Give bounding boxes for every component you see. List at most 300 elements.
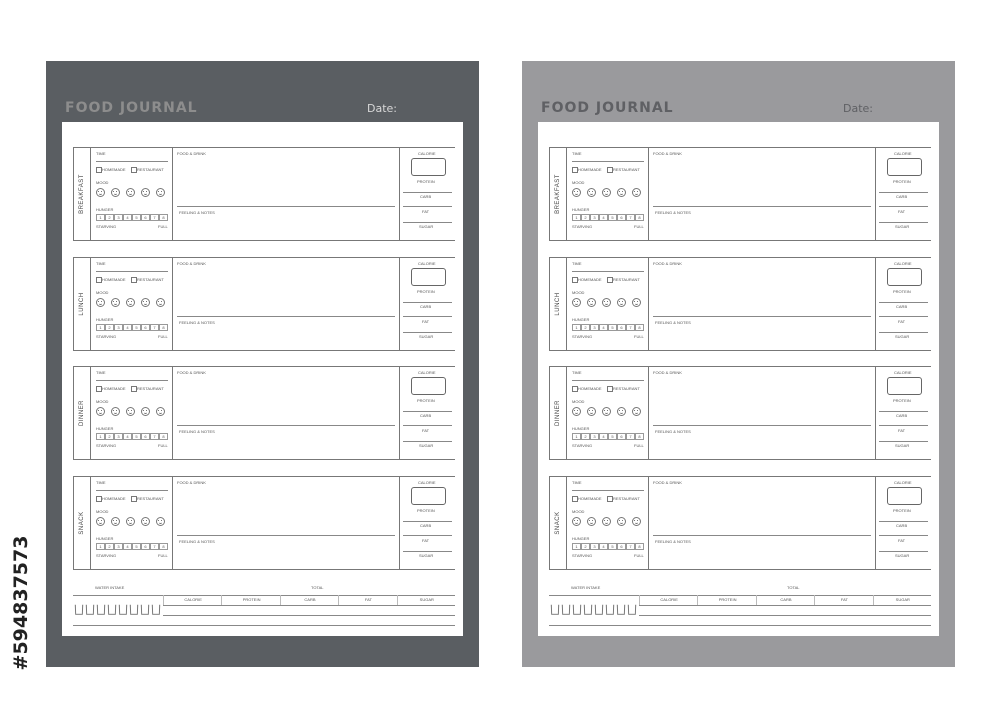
- hunger-label: HUNGER: [572, 207, 590, 212]
- food-drink-label: FOOD & DRINK: [177, 370, 206, 375]
- face-eye: [116, 191, 117, 192]
- carb-label: CARB: [896, 522, 908, 528]
- face-eye: [146, 191, 147, 192]
- food-drink-column: [649, 477, 876, 569]
- hunger-scale-cell: 7: [150, 214, 159, 221]
- total-carb-header: CARB: [280, 595, 339, 605]
- face-eye: [619, 520, 620, 521]
- hunger-scale-cell: 4: [123, 324, 132, 331]
- face-eye: [574, 410, 575, 411]
- mood-face-icon: [156, 517, 165, 526]
- hunger-scale-cell: 1: [572, 214, 581, 221]
- face-mouth: [114, 303, 117, 305]
- face-eye: [574, 191, 575, 192]
- homemade-label: HOMEMADE: [578, 495, 602, 501]
- feeling-notes-label: FEELING & NOTES: [655, 210, 691, 215]
- hunger-scale-cell: 4: [599, 324, 608, 331]
- feeling-notes-label: FEELING & NOTES: [655, 429, 691, 434]
- hunger-scale-cell: 5: [132, 324, 141, 331]
- hunger-scale-cell: 5: [608, 214, 617, 221]
- meal-section-snack: [73, 476, 455, 570]
- face-mouth: [590, 193, 593, 195]
- homemade-label: HOMEMADE: [578, 167, 602, 172]
- hunger-scale-cell: 3: [590, 214, 599, 221]
- face-eye: [634, 191, 635, 192]
- food-drink-column: [173, 258, 400, 350]
- fat-label: FAT: [422, 209, 430, 214]
- rule-line: [572, 490, 644, 491]
- mood-label: MOOD: [572, 180, 585, 185]
- hunger-scale-cell: 1: [572, 543, 581, 550]
- face-eye: [622, 520, 623, 521]
- water-cup-icon: [86, 605, 94, 615]
- hunger-scale-cell: 2: [105, 543, 114, 550]
- sugar-label: SUGAR: [895, 333, 910, 339]
- face-mouth: [575, 522, 578, 524]
- food-drink-label: FOOD & DRINK: [177, 260, 206, 266]
- hunger-scale-cell: 6: [617, 433, 626, 440]
- food-drink-label: FOOD & DRINK: [177, 151, 206, 156]
- face-mouth: [99, 522, 102, 524]
- water-cup-icon: [628, 605, 636, 615]
- face-mouth: [114, 412, 117, 414]
- mood-face-icon: [617, 298, 626, 307]
- meal-section-dinner: [549, 366, 931, 460]
- mood-face-icon: [126, 298, 135, 307]
- face-eye: [146, 301, 147, 302]
- face-eye: [98, 520, 99, 521]
- rule-line: [163, 605, 455, 606]
- sugar-label: SUGAR: [895, 552, 910, 558]
- rule-line: [73, 625, 455, 626]
- calorie-label: CALORIE: [418, 151, 436, 156]
- mood-face-icon: [111, 517, 120, 526]
- time-label: TIME: [572, 151, 582, 156]
- hunger-scale-cell: 8: [635, 214, 644, 221]
- fat-label: FAT: [898, 209, 906, 214]
- meal-section-breakfast: [73, 147, 455, 241]
- protein-label: PROTEIN: [417, 507, 435, 513]
- fat-label: FAT: [898, 428, 906, 433]
- date-label: Date:: [367, 102, 397, 115]
- nutrition-column: [876, 477, 931, 569]
- face-eye: [113, 301, 114, 302]
- face-mouth: [99, 193, 102, 195]
- rule-line: [879, 332, 928, 333]
- rule-line: [403, 521, 452, 522]
- mood-face-icon: [111, 188, 120, 197]
- total-label: TOTAL: [311, 585, 324, 590]
- rule-line: [879, 222, 928, 223]
- hunger-scale-cell: 8: [159, 433, 168, 440]
- total-calorie-header: CALORIE: [163, 595, 222, 605]
- face-eye: [128, 520, 129, 521]
- water-cup-icon: [75, 605, 83, 615]
- face-mouth: [144, 412, 147, 414]
- calorie-box: [411, 377, 446, 395]
- hunger-scale-cell: 8: [159, 543, 168, 550]
- face-eye: [637, 520, 638, 521]
- sugar-label: SUGAR: [895, 224, 910, 229]
- feeling-notes-label: FEELING & NOTES: [179, 429, 215, 434]
- daily-summary: [549, 583, 931, 627]
- mood-face-icon: [632, 517, 641, 526]
- water-cup-icon: [584, 605, 592, 615]
- starving-label: STARVING: [96, 443, 117, 448]
- face-eye: [158, 410, 159, 411]
- hunger-scale-cell: 5: [132, 543, 141, 550]
- water-cup-icon: [152, 605, 160, 615]
- face-eye: [113, 520, 114, 521]
- face-eye: [607, 520, 608, 521]
- full-label: FULL: [634, 333, 644, 339]
- face-eye: [158, 191, 159, 192]
- water-cup-icon: [595, 605, 603, 615]
- mood-faces: [96, 298, 168, 307]
- food-drink-column: [173, 477, 400, 569]
- restaurant-label: RESTAURANT: [613, 386, 640, 391]
- face-eye: [619, 410, 620, 411]
- meal-name: LUNCH: [555, 291, 561, 316]
- mood-label: MOOD: [96, 289, 109, 295]
- mood-faces: [572, 298, 644, 307]
- hunger-scale: [572, 543, 644, 550]
- face-mouth: [99, 412, 102, 414]
- nutrition-column: [400, 477, 455, 569]
- meal-label: [549, 477, 567, 569]
- hunger-scale-cell: 6: [141, 433, 150, 440]
- face-mouth: [620, 303, 623, 305]
- carb-label: CARB: [420, 413, 432, 418]
- feeling-notes-label: FEELING & NOTES: [655, 319, 691, 325]
- meal-name: LUNCH: [79, 291, 85, 316]
- hunger-scale-cell: 4: [123, 214, 132, 221]
- calorie-label: CALORIE: [894, 479, 912, 485]
- meal-details-column: [566, 258, 649, 350]
- hunger-scale-cell: 1: [96, 543, 105, 550]
- calorie-label: CALORIE: [894, 260, 912, 266]
- protein-label: PROTEIN: [893, 398, 911, 403]
- sugar-label: SUGAR: [419, 333, 434, 339]
- mood-face-icon: [602, 517, 611, 526]
- hunger-scale-cell: 5: [608, 433, 617, 440]
- face-eye: [101, 410, 102, 411]
- homemade-label: HOMEMADE: [102, 276, 126, 282]
- carb-label: CARB: [896, 303, 908, 309]
- time-label: TIME: [96, 151, 106, 156]
- hunger-scale-cell: 1: [96, 214, 105, 221]
- meal-section-snack: [549, 476, 931, 570]
- water-cups: [551, 605, 643, 615]
- mood-face-icon: [572, 407, 581, 416]
- face-eye: [116, 301, 117, 302]
- face-eye: [622, 410, 623, 411]
- mood-face-icon: [602, 407, 611, 416]
- hunger-scale-cell: 3: [114, 543, 123, 550]
- meal-details-column: [566, 367, 649, 459]
- hunger-label: HUNGER: [96, 316, 114, 322]
- restaurant-label: RESTAURANT: [137, 386, 164, 391]
- nutrition-column: [400, 367, 455, 459]
- protein-label: PROTEIN: [417, 179, 435, 184]
- water-cup-icon: [562, 605, 570, 615]
- rule-line: [653, 206, 871, 207]
- hunger-scale: [572, 324, 644, 331]
- face-eye: [622, 191, 623, 192]
- journal-paper: [62, 122, 463, 636]
- mood-faces: [572, 188, 644, 197]
- mood-face-icon: [156, 298, 165, 307]
- mood-label: MOOD: [572, 289, 585, 295]
- rule-line: [653, 316, 871, 317]
- hunger-scale-cell: 6: [141, 214, 150, 221]
- restaurant-label: RESTAURANT: [137, 495, 164, 501]
- nutrition-column: [400, 148, 455, 240]
- rule-line: [96, 161, 168, 162]
- hunger-scale-cell: 4: [599, 543, 608, 550]
- total-calorie-header: CALORIE: [639, 595, 698, 605]
- nutrition-column: [876, 148, 931, 240]
- face-mouth: [114, 522, 117, 524]
- rule-line: [879, 192, 928, 193]
- fat-label: FAT: [422, 318, 430, 324]
- hunger-scale-cell: 1: [572, 324, 581, 331]
- time-label: TIME: [96, 260, 106, 266]
- hunger-scale-cell: 3: [114, 324, 123, 331]
- mood-label: MOOD: [96, 399, 109, 404]
- meal-label: [73, 477, 91, 569]
- meal-label: [73, 258, 91, 350]
- mood-face-icon: [96, 188, 105, 197]
- rule-line: [572, 271, 644, 272]
- face-mouth: [129, 193, 132, 195]
- face-eye: [607, 191, 608, 192]
- hunger-scale-cell: 8: [635, 543, 644, 550]
- hunger-scale-cell: 2: [105, 433, 114, 440]
- hunger-scale-cell: 6: [141, 324, 150, 331]
- time-label: TIME: [572, 479, 582, 485]
- feeling-notes-label: FEELING & NOTES: [655, 538, 691, 544]
- face-mouth: [159, 193, 162, 195]
- face-eye: [116, 520, 117, 521]
- food-drink-column: [173, 367, 400, 459]
- hunger-scale-cell: 5: [132, 214, 141, 221]
- fat-label: FAT: [422, 428, 430, 433]
- rule-line: [653, 535, 871, 536]
- carb-label: CARB: [896, 413, 908, 418]
- face-eye: [101, 191, 102, 192]
- face-eye: [637, 191, 638, 192]
- face-eye: [131, 301, 132, 302]
- face-eye: [604, 191, 605, 192]
- face-eye: [634, 301, 635, 302]
- rule-line: [403, 411, 452, 412]
- face-eye: [128, 301, 129, 302]
- hunger-scale: [96, 214, 168, 221]
- face-eye: [577, 191, 578, 192]
- calorie-label: CALORIE: [418, 479, 436, 485]
- rule-line: [879, 302, 928, 303]
- mood-face-icon: [126, 188, 135, 197]
- face-eye: [128, 410, 129, 411]
- mood-face-icon: [572, 517, 581, 526]
- meal-section-lunch: [549, 257, 931, 351]
- journal-sheet-light: [522, 61, 955, 667]
- face-eye: [634, 520, 635, 521]
- nutrition-column: [876, 367, 931, 459]
- rule-line: [177, 316, 395, 317]
- rule-line: [403, 302, 452, 303]
- hunger-scale-cell: 2: [581, 543, 590, 550]
- hunger-scale-cell: 8: [159, 214, 168, 221]
- mood-faces: [96, 407, 168, 416]
- water-cup-icon: [141, 605, 149, 615]
- date-label: Date:: [843, 102, 873, 115]
- face-eye: [161, 410, 162, 411]
- face-eye: [619, 191, 620, 192]
- feeling-notes-label: FEELING & NOTES: [179, 210, 215, 215]
- rule-line: [879, 521, 928, 522]
- homemade-label: HOMEMADE: [578, 276, 602, 282]
- food-drink-column: [173, 148, 400, 240]
- protein-label: PROTEIN: [893, 288, 911, 294]
- hunger-scale-cell: 7: [626, 433, 635, 440]
- food-drink-column: [649, 148, 876, 240]
- face-mouth: [605, 193, 608, 195]
- mood-face-icon: [96, 298, 105, 307]
- rule-line: [403, 316, 452, 317]
- time-label: TIME: [96, 479, 106, 485]
- meal-name: SNACK: [79, 510, 85, 535]
- time-label: TIME: [572, 370, 582, 375]
- face-eye: [146, 410, 147, 411]
- hunger-scale-cell: 5: [608, 324, 617, 331]
- daily-summary: [73, 583, 455, 627]
- restaurant-label: RESTAURANT: [137, 276, 164, 282]
- face-mouth: [129, 412, 132, 414]
- hunger-label: HUNGER: [572, 426, 590, 431]
- meal-name: DINNER: [79, 399, 85, 427]
- meal-details-column: [90, 148, 173, 240]
- water-cup-icon: [551, 605, 559, 615]
- nutrition-column: [876, 258, 931, 350]
- protein-label: PROTEIN: [417, 288, 435, 294]
- food-drink-label: FOOD & DRINK: [653, 479, 682, 485]
- mood-face-icon: [111, 407, 120, 416]
- face-mouth: [99, 303, 102, 305]
- meal-label: [549, 148, 567, 240]
- face-mouth: [129, 522, 132, 524]
- hunger-scale-cell: 1: [96, 433, 105, 440]
- face-eye: [622, 301, 623, 302]
- mood-face-icon: [156, 407, 165, 416]
- hunger-scale-cell: 2: [581, 433, 590, 440]
- meal-section-lunch: [73, 257, 455, 351]
- calorie-label: CALORIE: [894, 151, 912, 156]
- face-eye: [607, 410, 608, 411]
- hunger-scale: [96, 543, 168, 550]
- face-eye: [589, 410, 590, 411]
- total-protein-header: PROTEIN: [697, 595, 756, 605]
- total-fat-header: FAT: [338, 595, 397, 605]
- hunger-scale-cell: 1: [96, 324, 105, 331]
- hunger-scale-cell: 5: [132, 433, 141, 440]
- water-intake-label: WATER INTAKE: [95, 585, 125, 590]
- face-eye: [143, 520, 144, 521]
- mood-face-icon: [617, 407, 626, 416]
- calorie-box: [887, 377, 922, 395]
- rule-line: [879, 411, 928, 412]
- face-eye: [101, 520, 102, 521]
- carb-label: CARB: [420, 194, 432, 199]
- homemade-label: HOMEMADE: [102, 495, 126, 501]
- hunger-label: HUNGER: [572, 535, 590, 541]
- hunger-scale-cell: 7: [150, 324, 159, 331]
- hunger-scale-cell: 7: [150, 543, 159, 550]
- mood-face-icon: [96, 407, 105, 416]
- protein-label: PROTEIN: [893, 179, 911, 184]
- mood-faces: [96, 188, 168, 197]
- mood-face-icon: [587, 298, 596, 307]
- meal-section-dinner: [73, 366, 455, 460]
- hunger-label: HUNGER: [572, 316, 590, 322]
- meal-details-column: [566, 148, 649, 240]
- calorie-label: CALORIE: [894, 370, 912, 375]
- hunger-label: HUNGER: [96, 207, 114, 212]
- hunger-scale-cell: 1: [572, 433, 581, 440]
- face-eye: [128, 191, 129, 192]
- full-label: FULL: [158, 552, 168, 558]
- fat-label: FAT: [898, 318, 906, 324]
- face-mouth: [114, 193, 117, 195]
- water-cup-icon: [130, 605, 138, 615]
- mood-face-icon: [572, 188, 581, 197]
- face-eye: [592, 410, 593, 411]
- rule-line: [403, 535, 452, 536]
- hunger-scale-cell: 2: [581, 214, 590, 221]
- full-label: FULL: [158, 443, 168, 448]
- hunger-scale-cell: 3: [590, 324, 599, 331]
- water-cup-icon: [573, 605, 581, 615]
- rule-line: [96, 380, 168, 381]
- total-sugar-header: SUGAR: [397, 595, 456, 605]
- face-mouth: [605, 522, 608, 524]
- calorie-box: [887, 487, 922, 505]
- water-cup-icon: [606, 605, 614, 615]
- calorie-box: [887, 158, 922, 176]
- starving-label: STARVING: [572, 224, 593, 229]
- food-drink-label: FOOD & DRINK: [653, 151, 682, 156]
- calorie-label: CALORIE: [418, 370, 436, 375]
- calorie-box: [411, 268, 446, 286]
- mood-face-icon: [156, 188, 165, 197]
- carb-label: CARB: [896, 194, 908, 199]
- food-drink-label: FOOD & DRINK: [653, 370, 682, 375]
- starving-label: STARVING: [572, 552, 593, 558]
- mood-face-icon: [602, 188, 611, 197]
- face-eye: [634, 410, 635, 411]
- face-eye: [161, 301, 162, 302]
- journal-sheet-dark: [46, 61, 479, 667]
- rule-line: [403, 222, 452, 223]
- rule-line: [403, 425, 452, 426]
- mood-label: MOOD: [96, 180, 109, 185]
- full-label: FULL: [158, 333, 168, 339]
- feeling-notes-label: FEELING & NOTES: [179, 319, 215, 325]
- full-label: FULL: [158, 224, 168, 229]
- face-eye: [604, 520, 605, 521]
- meal-label: [73, 148, 91, 240]
